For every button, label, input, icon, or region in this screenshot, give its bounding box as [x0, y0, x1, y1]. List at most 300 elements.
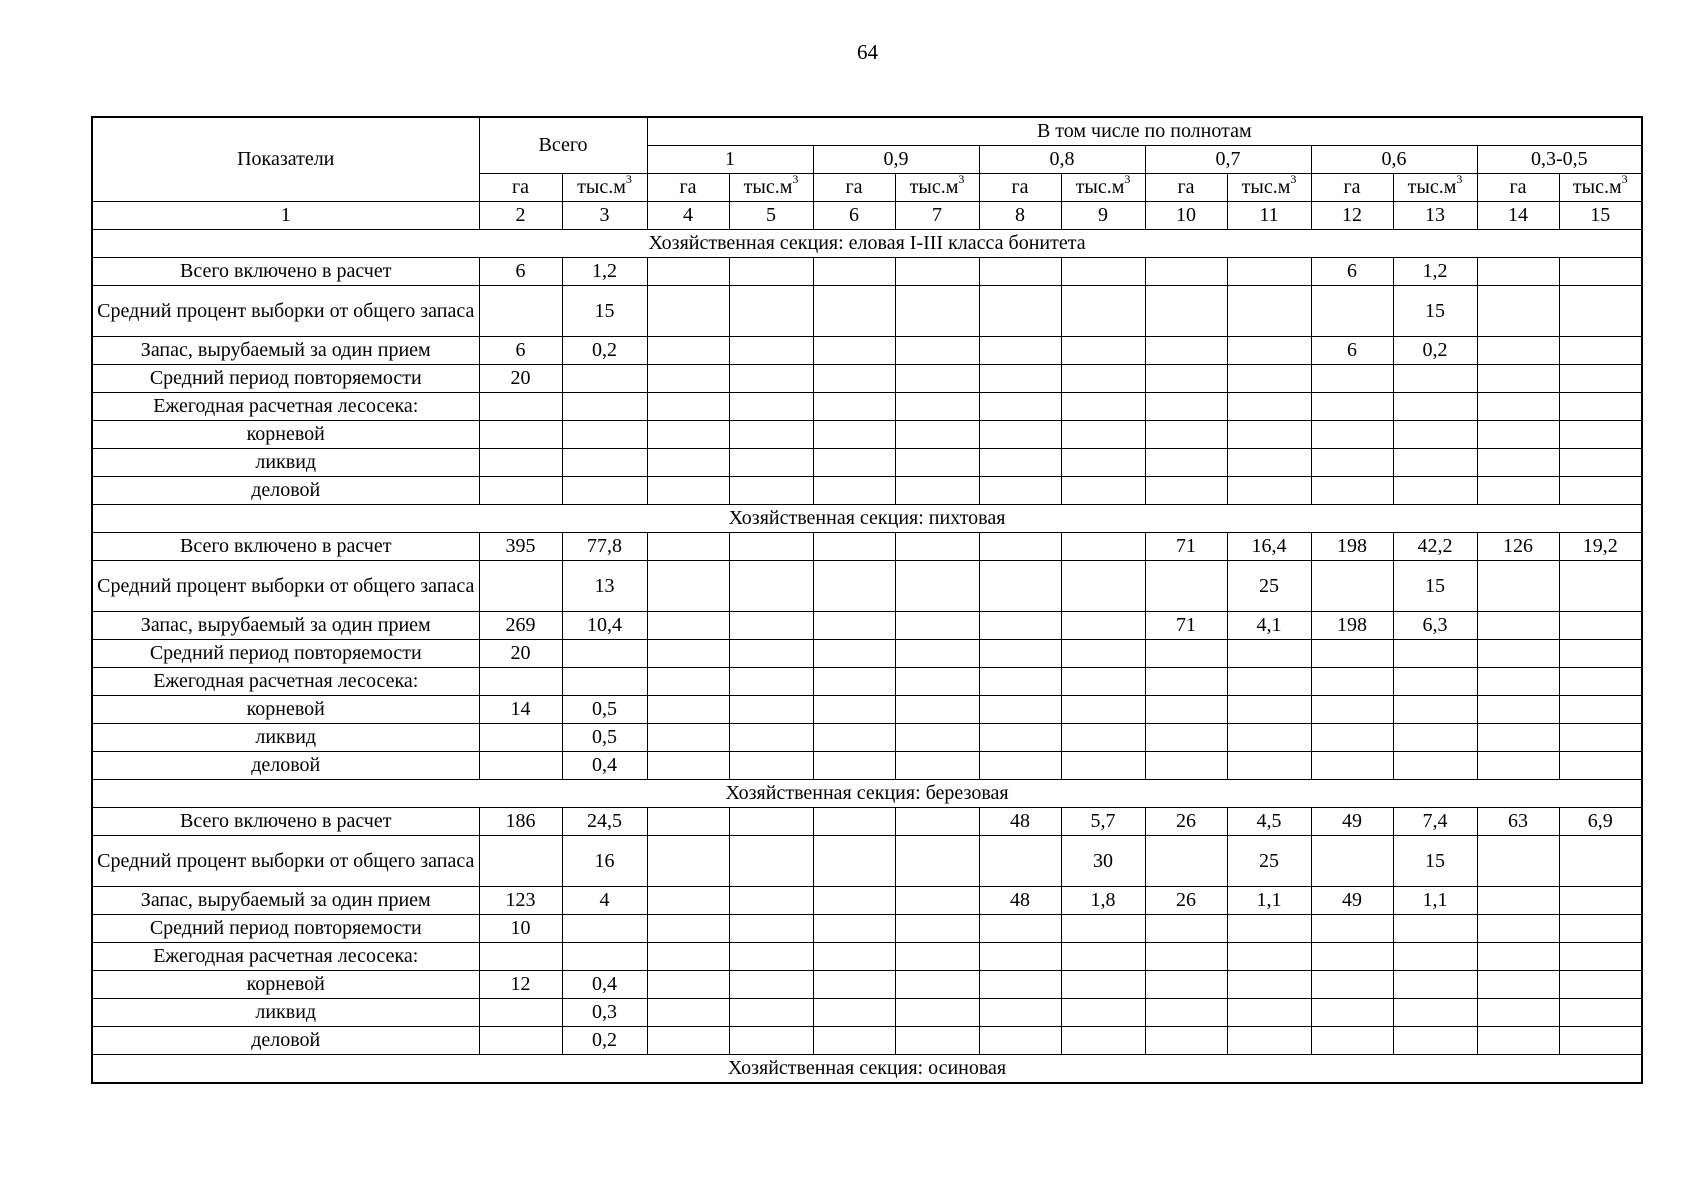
table-cell — [1311, 286, 1393, 337]
table-cell: 12 — [479, 971, 562, 999]
header-unit-volume: $тыс.м^3$ — [729, 174, 813, 202]
row-label: ликвид — [92, 999, 479, 1027]
table-cell: 4 — [562, 887, 647, 915]
table-cell: 48 — [979, 887, 1061, 915]
table-row — [92, 640, 1642, 668]
table-cell — [647, 640, 729, 668]
table-cell — [479, 477, 562, 505]
table-cell — [729, 836, 813, 887]
column-number: 12 — [1311, 202, 1393, 230]
table-cell: 15 — [1393, 836, 1477, 887]
table-cell — [813, 943, 895, 971]
table-cell — [1061, 365, 1145, 393]
table-cell — [479, 286, 562, 337]
table-cell — [729, 971, 813, 999]
table-cell: 15 — [562, 286, 647, 337]
table-cell — [1227, 449, 1311, 477]
table-cell — [1393, 971, 1477, 999]
table-cell — [647, 943, 729, 971]
table-cell — [1145, 943, 1227, 971]
table-cell — [729, 421, 813, 449]
table-cell: 4,1 — [1227, 612, 1311, 640]
table-cell — [1227, 999, 1311, 1027]
table-cell — [647, 668, 729, 696]
table-cell — [979, 477, 1061, 505]
table-cell — [1477, 752, 1559, 780]
table-cell — [1477, 836, 1559, 887]
table-cell — [979, 421, 1061, 449]
table-cell — [1061, 696, 1145, 724]
table-row — [92, 393, 1642, 421]
table-cell — [1145, 696, 1227, 724]
row-label: корневой — [92, 971, 479, 999]
table-cell — [813, 668, 895, 696]
table-cell — [647, 533, 729, 561]
table-cell — [813, 365, 895, 393]
table-cell: 0,2 — [562, 1027, 647, 1055]
table-cell — [813, 337, 895, 365]
table-cell — [1559, 477, 1642, 505]
table-cell — [1311, 999, 1393, 1027]
table-cell — [479, 836, 562, 887]
table-cell — [1559, 421, 1642, 449]
table-cell — [1311, 561, 1393, 612]
table-cell — [1477, 724, 1559, 752]
table-cell — [647, 836, 729, 887]
table-cell — [1393, 696, 1477, 724]
table-cell — [1227, 915, 1311, 943]
table-cell: 24,5 — [562, 808, 647, 836]
header-density: 0,8 — [979, 146, 1145, 174]
table-cell — [1311, 724, 1393, 752]
table-cell — [1311, 365, 1393, 393]
page-number: 64 — [857, 40, 878, 64]
table-cell — [895, 449, 979, 477]
table-cell — [813, 808, 895, 836]
table-cell — [1227, 943, 1311, 971]
table-cell: 1,2 — [562, 258, 647, 286]
header-density: 0,6 — [1311, 146, 1477, 174]
table-cell — [647, 915, 729, 943]
table-cell: 26 — [1145, 808, 1227, 836]
header-unit-ha: га — [1477, 174, 1559, 202]
row-label: Средний процент выборки от общего запаса — [92, 561, 479, 612]
table-cell — [647, 449, 729, 477]
table-cell — [895, 943, 979, 971]
table-cell — [813, 477, 895, 505]
table-cell: 6 — [1311, 258, 1393, 286]
header-density: 1 — [647, 146, 813, 174]
table-cell — [1393, 915, 1477, 943]
table-cell: 6 — [1311, 337, 1393, 365]
table-cell — [1559, 561, 1642, 612]
table-cell — [813, 533, 895, 561]
table-cell: 1,1 — [1227, 887, 1311, 915]
table-cell: 395 — [479, 533, 562, 561]
table-cell — [729, 449, 813, 477]
table-cell — [1477, 337, 1559, 365]
table-cell — [979, 365, 1061, 393]
table-cell: 16,4 — [1227, 533, 1311, 561]
table-cell — [1227, 477, 1311, 505]
table-cell — [479, 421, 562, 449]
table-cell: 0,3 — [562, 999, 647, 1027]
table-cell — [647, 258, 729, 286]
table-cell — [1477, 971, 1559, 999]
table-cell — [1477, 668, 1559, 696]
table-cell — [895, 533, 979, 561]
header-density: 0,3-0,5 — [1477, 146, 1642, 174]
table-cell — [562, 668, 647, 696]
table-cell — [562, 449, 647, 477]
table-cell — [1227, 752, 1311, 780]
table-cell — [1227, 640, 1311, 668]
table-cell — [647, 393, 729, 421]
table-cell — [647, 696, 729, 724]
table-cell — [1393, 365, 1477, 393]
table-cell — [1393, 449, 1477, 477]
section-title: Хозяйственная секция: еловая I-III класса бонитета — [92, 230, 1642, 258]
table-cell: 63 — [1477, 808, 1559, 836]
table-cell — [1559, 1027, 1642, 1055]
table-cell — [813, 286, 895, 337]
table-cell — [479, 668, 562, 696]
table-cell — [1393, 668, 1477, 696]
table-cell — [813, 971, 895, 999]
table-cell: 30 — [1061, 836, 1145, 887]
table-cell — [979, 1027, 1061, 1055]
row-label: Запас, вырубаемый за один прием — [92, 612, 479, 640]
table-cell — [895, 365, 979, 393]
table-cell — [1061, 752, 1145, 780]
table-cell — [1145, 286, 1227, 337]
header-unit-volume: $тыс.м^3$ — [562, 174, 647, 202]
table-row — [92, 421, 1642, 449]
table-cell — [1477, 612, 1559, 640]
table-cell — [813, 836, 895, 887]
header-unit-volume: $тыс.м^3$ — [1061, 174, 1145, 202]
table-cell — [647, 724, 729, 752]
table-cell — [1145, 477, 1227, 505]
table-cell — [1061, 724, 1145, 752]
table-cell — [1145, 752, 1227, 780]
table-cell: 6 — [479, 258, 562, 286]
table-cell — [1227, 365, 1311, 393]
table-cell — [1227, 421, 1311, 449]
table-cell — [1559, 286, 1642, 337]
table-cell — [1559, 887, 1642, 915]
table-cell — [1061, 421, 1145, 449]
table-cell — [1145, 258, 1227, 286]
table-cell: 42,2 — [1393, 533, 1477, 561]
table-cell — [1559, 836, 1642, 887]
table-cell: 198 — [1311, 533, 1393, 561]
section-title: Хозяйственная секция: пихтовая — [92, 505, 1642, 533]
table-cell — [479, 752, 562, 780]
table-cell: 25 — [1227, 836, 1311, 887]
table-cell — [979, 696, 1061, 724]
table-cell — [979, 640, 1061, 668]
table-cell: 198 — [1311, 612, 1393, 640]
table-cell — [1061, 286, 1145, 337]
table-cell: 186 — [479, 808, 562, 836]
row-label: деловой — [92, 1027, 479, 1055]
table-cell — [1145, 1027, 1227, 1055]
header-unit-volume: $тыс.м^3$ — [895, 174, 979, 202]
table-cell — [1559, 393, 1642, 421]
table-cell: 0,2 — [1393, 337, 1477, 365]
table-cell — [1311, 971, 1393, 999]
table-cell — [1477, 640, 1559, 668]
table-cell — [895, 808, 979, 836]
column-number: 2 — [479, 202, 562, 230]
table-cell: 126 — [1477, 533, 1559, 561]
table-cell: 19,2 — [1559, 533, 1642, 561]
table-cell: 1,1 — [1393, 887, 1477, 915]
header-unit-ha: га — [647, 174, 729, 202]
table-cell — [979, 612, 1061, 640]
table-cell — [1559, 752, 1642, 780]
table-cell: 4,5 — [1227, 808, 1311, 836]
table-cell — [1061, 971, 1145, 999]
table-cell — [647, 561, 729, 612]
table-cell — [562, 477, 647, 505]
table-cell — [647, 1027, 729, 1055]
table-cell — [1227, 668, 1311, 696]
table-cell: 16 — [562, 836, 647, 887]
table-cell — [1311, 477, 1393, 505]
table-cell — [1311, 836, 1393, 887]
table-cell — [1559, 971, 1642, 999]
table-cell — [813, 640, 895, 668]
table-cell — [647, 971, 729, 999]
table-cell — [1311, 696, 1393, 724]
header-unit-ha: га — [1145, 174, 1227, 202]
header-unit-volume: $тыс.м^3$ — [1559, 174, 1642, 202]
table-cell — [895, 640, 979, 668]
table-cell — [1393, 724, 1477, 752]
table-cell — [1145, 365, 1227, 393]
table-row — [92, 999, 1642, 1027]
column-number: 8 — [979, 202, 1061, 230]
table-cell — [1477, 449, 1559, 477]
table-cell — [979, 337, 1061, 365]
table-cell: 77,8 — [562, 533, 647, 561]
table-cell — [813, 887, 895, 915]
table-cell — [813, 724, 895, 752]
table-cell — [1145, 393, 1227, 421]
table-cell — [1477, 1027, 1559, 1055]
table-cell — [1311, 393, 1393, 421]
table-cell — [1559, 337, 1642, 365]
table-cell — [479, 449, 562, 477]
table-cell — [1559, 999, 1642, 1027]
table-cell — [1145, 449, 1227, 477]
row-label: корневой — [92, 696, 479, 724]
table-cell — [562, 640, 647, 668]
table-cell — [1559, 915, 1642, 943]
table-row — [92, 286, 1642, 337]
table-cell — [479, 724, 562, 752]
row-label: корневой — [92, 421, 479, 449]
table-cell — [1145, 640, 1227, 668]
row-label: деловой — [92, 477, 479, 505]
table-cell — [729, 752, 813, 780]
table-cell — [729, 1027, 813, 1055]
table-cell — [895, 1027, 979, 1055]
table-cell — [1061, 640, 1145, 668]
table-cell — [813, 449, 895, 477]
table-cell — [1477, 286, 1559, 337]
column-number: 15 — [1559, 202, 1642, 230]
table-cell — [729, 258, 813, 286]
row-label: Всего включено в расчет — [92, 533, 479, 561]
row-label: ликвид — [92, 449, 479, 477]
table-cell — [813, 393, 895, 421]
table-cell — [647, 887, 729, 915]
table-cell — [1227, 286, 1311, 337]
table-cell — [1477, 421, 1559, 449]
table-cell — [1477, 696, 1559, 724]
table-cell — [1145, 836, 1227, 887]
table-cell — [895, 696, 979, 724]
table-cell — [729, 887, 813, 915]
table-cell — [1227, 696, 1311, 724]
table-cell — [1227, 258, 1311, 286]
column-number: 9 — [1061, 202, 1145, 230]
table-row — [92, 449, 1642, 477]
table-cell — [1061, 533, 1145, 561]
table-cell — [479, 393, 562, 421]
table-cell — [895, 337, 979, 365]
table-cell — [895, 612, 979, 640]
table-cell — [729, 999, 813, 1027]
row-label: Средний период повторяемости — [92, 640, 479, 668]
header-unit-ha: га — [1311, 174, 1393, 202]
table-cell: 49 — [1311, 887, 1393, 915]
table-cell — [895, 915, 979, 943]
table-row — [92, 971, 1642, 999]
table-cell — [1145, 668, 1227, 696]
table-cell — [1477, 943, 1559, 971]
table-cell — [813, 696, 895, 724]
table-cell — [729, 365, 813, 393]
table-cell — [1559, 668, 1642, 696]
table-cell: 20 — [479, 365, 562, 393]
table-cell — [729, 337, 813, 365]
table-cell: 15 — [1393, 561, 1477, 612]
table-row — [92, 561, 1642, 612]
table-cell — [1393, 752, 1477, 780]
table-cell — [562, 393, 647, 421]
table-cell — [895, 752, 979, 780]
table-cell: 20 — [479, 640, 562, 668]
table-cell — [895, 971, 979, 999]
table-cell — [979, 943, 1061, 971]
table-cell — [1311, 640, 1393, 668]
table-cell — [1559, 365, 1642, 393]
section-title: Хозяйственная секция: осиновая — [92, 1055, 1642, 1084]
table-cell — [1145, 999, 1227, 1027]
table-cell — [979, 258, 1061, 286]
table-cell: 5,7 — [1061, 808, 1145, 836]
table-cell — [1145, 421, 1227, 449]
table-row — [92, 915, 1642, 943]
table-cell — [1061, 612, 1145, 640]
table-row — [92, 752, 1642, 780]
table-cell — [562, 915, 647, 943]
table-row — [92, 836, 1642, 887]
table-cell — [647, 612, 729, 640]
table-row — [92, 1027, 1642, 1055]
table-cell — [1477, 915, 1559, 943]
table-cell — [1311, 915, 1393, 943]
table-cell — [895, 887, 979, 915]
column-number: 6 — [813, 202, 895, 230]
table-cell — [1061, 943, 1145, 971]
table-cell — [979, 836, 1061, 887]
table-cell — [1311, 1027, 1393, 1055]
column-number: 13 — [1393, 202, 1477, 230]
table-cell — [813, 561, 895, 612]
table-cell — [729, 724, 813, 752]
table-cell — [895, 836, 979, 887]
table-cell — [1145, 337, 1227, 365]
table-cell — [979, 533, 1061, 561]
table-cell — [895, 724, 979, 752]
table-cell — [647, 752, 729, 780]
table-cell — [979, 971, 1061, 999]
table-row — [92, 696, 1642, 724]
table-cell — [1061, 561, 1145, 612]
table-cell — [479, 943, 562, 971]
table-cell: 0,5 — [562, 696, 647, 724]
table-cell — [813, 258, 895, 286]
row-label: Запас, вырубаемый за один прием — [92, 887, 479, 915]
table-cell: 13 — [562, 561, 647, 612]
table-cell — [1227, 337, 1311, 365]
header-total: Всего — [479, 117, 647, 174]
table-cell — [1061, 393, 1145, 421]
table-cell — [979, 752, 1061, 780]
column-number: 3 — [562, 202, 647, 230]
column-number: 5 — [729, 202, 813, 230]
table-cell: 25 — [1227, 561, 1311, 612]
table-cell: 14 — [479, 696, 562, 724]
table-cell: 49 — [1311, 808, 1393, 836]
header-unit-ha: га — [813, 174, 895, 202]
table-cell: 48 — [979, 808, 1061, 836]
header-unit-volume: $тыс.м^3$ — [1227, 174, 1311, 202]
column-number: 4 — [647, 202, 729, 230]
table-cell — [1393, 943, 1477, 971]
table-cell — [979, 449, 1061, 477]
header-unit-ha: га — [979, 174, 1061, 202]
table-cell: 15 — [1393, 286, 1477, 337]
table-cell: 1,2 — [1393, 258, 1477, 286]
table-cell — [729, 668, 813, 696]
table-cell — [729, 477, 813, 505]
table-cell — [1559, 640, 1642, 668]
table-cell: 71 — [1145, 612, 1227, 640]
table-cell — [979, 999, 1061, 1027]
table-cell: 0,2 — [562, 337, 647, 365]
table-cell — [729, 915, 813, 943]
table-cell — [647, 337, 729, 365]
row-label: Ежегодная расчетная лесосека: — [92, 668, 479, 696]
table-cell: 26 — [1145, 887, 1227, 915]
table-cell — [1477, 258, 1559, 286]
